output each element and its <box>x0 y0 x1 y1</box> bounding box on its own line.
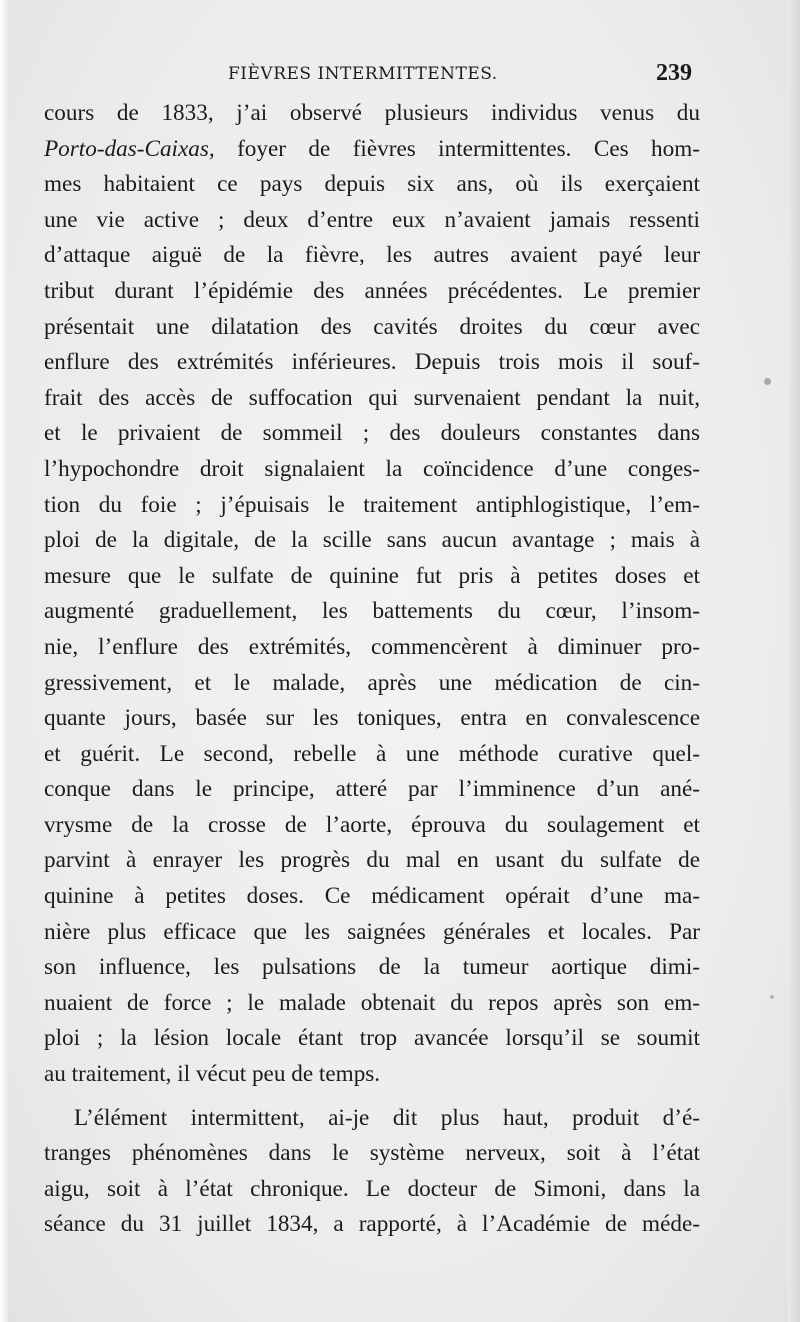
running-title: FIÈVRES INTERMITTENTES. <box>228 64 498 84</box>
body-text <box>44 96 700 1243</box>
paragraph-start-line: L’élément intermittent, ai-je dit plus haut, produit d’é- <box>74 1104 700 1131</box>
paper-speck <box>764 378 771 385</box>
text-line: gressivement, et le malade, après une médication de cin- <box>44 669 700 696</box>
text-line: aigu, soit à l’état chronique. Le docteur de Simoni, dans la <box>44 1175 700 1202</box>
page-header <box>0 60 800 90</box>
text-line: cours de 1833, j’ai observé plusieurs individus venus du <box>44 100 700 126</box>
text-line: ploi ; la lésion locale étant trop avancée lorsqu’il se soumit <box>44 1025 700 1052</box>
text-line: tribut durant l’épidémie des années précédentes. Le premier <box>44 277 700 304</box>
text-line: tion du foie ; j’épuisais le traitement antiphlogistique, l’em- <box>44 491 700 518</box>
text-line: parvint à enrayer les progrès du mal en usant du sulfate de <box>44 847 700 874</box>
page-right-edge-shadow <box>788 0 800 1322</box>
text-line: augmenté graduellement, les battements du cœur, l’insom- <box>44 598 700 625</box>
page-number: 239 <box>656 60 692 86</box>
page-left-margin <box>0 0 8 1322</box>
paper-speck <box>770 995 774 999</box>
text-line: quinine à petites doses. Ce médicament opérait d’une ma- <box>44 883 700 910</box>
text-line: conque dans le principe, atteré par l’imminence d’un ané- <box>44 776 700 803</box>
text-line: son influence, les pulsations de la tumeur aortique dimi- <box>44 954 700 981</box>
text-line: nuaient de force ; le malade obtenait du repos après son em- <box>44 989 700 1016</box>
place-name-italic: Porto-das-Caixas, <box>44 135 215 162</box>
text-line: d’attaque aiguë de la fièvre, les autres avaient payé leur <box>44 242 700 269</box>
text-line: et guérit. Le second, rebelle à une méthode curative quel- <box>44 740 700 767</box>
text-line: nie, l’enflure des extrémités, commencèrent à diminuer pro- <box>44 633 700 660</box>
text-line: tranges phénomènes dans le système nerveux, soit à l’état <box>44 1140 700 1167</box>
text-line: mes habitaient ce pays depuis six ans, où ils exerçaient <box>44 171 700 198</box>
text-line: vrysme de la crosse de l’aorte, éprouva du soulagement et <box>44 811 700 838</box>
text-line: séance du 31 juillet 1834, a rapporté, à l’Académie de méde- <box>44 1211 700 1238</box>
text-line: nière plus efficace que les saignées générales et locales. Par <box>44 918 700 945</box>
text-line: et le privaient de sommeil ; des douleurs constantes dans <box>44 420 700 447</box>
text-line: enflure des extrémités inférieures. Depuis trois mois il souf- <box>44 349 700 376</box>
text-line: présentait une dilatation des cavités droites du cœur avec <box>44 313 700 340</box>
text-line: mesure que le sulfate de quinine fut pris à petites doses et <box>44 562 700 589</box>
paragraph-end-line: au traitement, il vécut peu de temps. <box>44 1061 381 1088</box>
text-line: frait des accès de suffocation qui survenaient pendant la nuit, <box>44 384 700 411</box>
text-line: une vie active ; deux d’entre eux n’avaient jamais ressenti <box>44 206 700 233</box>
text-line: l’hypochondre droit signalaient la coïncidence d’une conges- <box>44 455 700 482</box>
text-line: Porto-das-Caixas, foyer de fièvres intermittentes. Ces hom- <box>44 135 700 162</box>
text-line: quante jours, basée sur les toniques, entra en convalescence <box>44 705 700 732</box>
paragraph-gap <box>44 1093 700 1101</box>
text-line: ploi de la digitale, de la scille sans aucun avantage ; mais à <box>44 527 700 554</box>
